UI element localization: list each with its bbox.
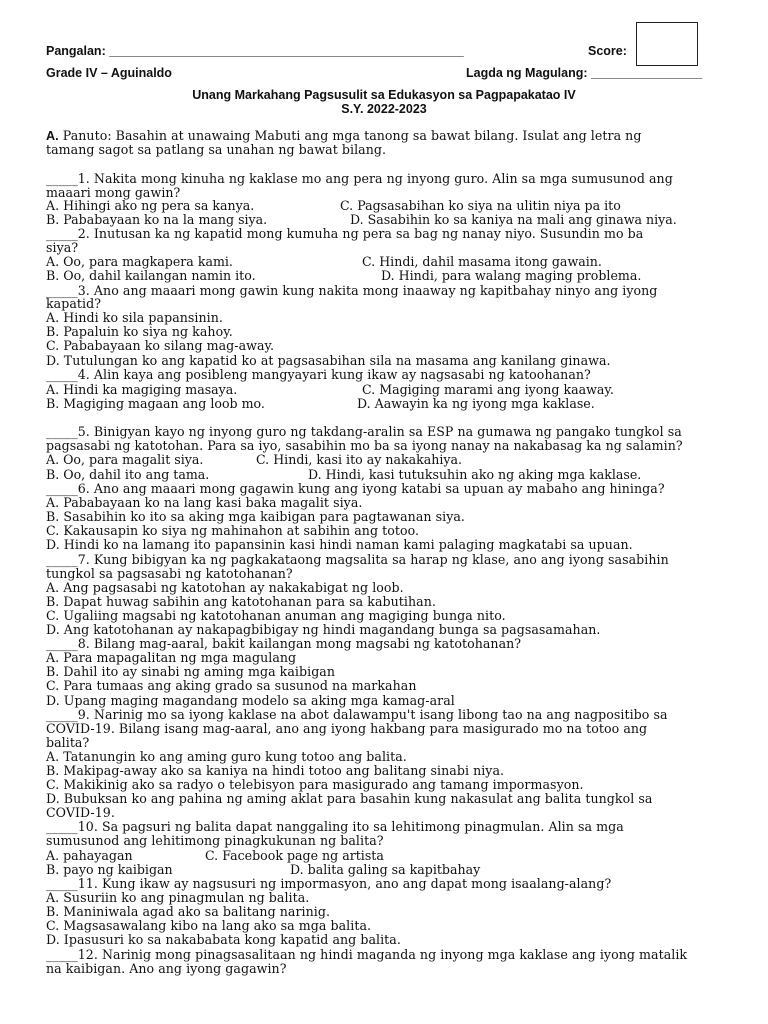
q2-choice-d: D. Hindi, para walang maging problema. — [381, 268, 642, 283]
question-10-cont: sumusunod ang lehitimong pinagkukunan ng balita? — [46, 833, 384, 848]
question-9-cont: COVID-19. Bilang isang mag-aaral, ano ang iyong hakbang para masigurado mo na totoo ang — [46, 721, 648, 736]
question-12-cont: na kaibigan. Ano ang iyong gagawin? — [46, 961, 287, 976]
q8-choice-d: D. Upang maging magandang modelo sa aking mga kamag-aral — [46, 693, 455, 708]
q8-choice-c: C. Para tumaas ang aking grado sa susunod na markahan — [46, 678, 417, 693]
question-8: _____8. Bilang mag-aaral, bakit kailangan mong magsabi ng katotohanan? — [46, 636, 522, 651]
exam-title: Unang Markahang Pagsusulit sa Edukasyon sa Pagpapakatao IV — [192, 88, 576, 102]
question-7-cont: tungkol sa pagsasabi ng katotohanan? — [46, 566, 293, 581]
q8-choice-a: A. Para mapagalitan ng mga magulang — [46, 650, 297, 665]
q10-choice-a: A. pahayagan — [46, 848, 133, 863]
q3-choice-b: B. Papaluin ko siya ng kahoy. — [46, 324, 233, 339]
question-1: _____1. Nakita mong kinuha ng kaklase mo ang pera ng inyong guro. Alin sa mga sumusunod ang — [46, 171, 673, 186]
q6-choice-d: D. Hindi ko na lamang ito papansinin kasi hindi naman kami palaging magkatabi sa upuan. — [46, 537, 633, 552]
section-letter: A. — [46, 129, 59, 143]
q9-choice-d-cont: COVID-19. — [46, 805, 115, 820]
q11-choice-d: D. Ipasusuri ko sa nakababata kong kapatid ang balita. — [46, 932, 401, 947]
q1-choice-a: A. Hihingi ako ng pera sa kanya. — [46, 198, 255, 213]
q4-choice-a: A. Hindi ka magiging masaya. — [46, 382, 238, 397]
question-3-cont: kapatid? — [46, 296, 102, 311]
question-10: _____10. Sa pagsuri ng balita dapat nanggaling ito sa lehitimong pinagmulan. Alin sa mga — [46, 819, 624, 834]
q7-choice-d: D. Ang katotohanan ay nakapagbibigay ng hindi magandang bunga sa pagsasamahan. — [46, 622, 601, 637]
q5-choice-d: D. Hindi, kasi tutuksuhin ako ng aking mga kaklase. — [308, 467, 642, 482]
question-6: _____6. Ano ang maaari mong gagawin kung ang iyong katabi sa upuan ay mabaho ang hininga? — [46, 481, 665, 496]
q9-choice-d: D. Bubuksan ko ang pahina ng aming aklat para basahin kung nakasulat ang balita tungkol sa — [46, 791, 653, 806]
question-7: _____7. Kung bibigyan ka ng pagkakataong magsalita sa harap ng klase, ano ang iyong sasabihin — [46, 552, 669, 567]
q1-choice-c: C. Pagsasabihan ko siya na ulitin niya pa ito — [340, 198, 621, 213]
q3-choice-d: D. Tutulungan ko ang kapatid ko at pagsasabihan sila na masama ang kanilang ginawa. — [46, 353, 611, 368]
q6-choice-a: A. Pababayaan ko na lang kasi baka magalit siya. — [46, 495, 363, 510]
q10-choice-c: C. Facebook page ng artista — [205, 848, 384, 863]
q4-choice-b: B. Magiging magaan ang loob mo. — [46, 396, 265, 411]
question-9: _____9. Narinig mo sa iyong kaklase na abot dalawampu't isang libong tao na ang nagpositibo sa — [46, 707, 668, 722]
q9-choice-c: C. Makikinig ako sa radyo o telebisyon para masigurado ang tamang impormasyon. — [46, 777, 584, 792]
q2-choice-b: B. Oo, dahil kailangan namin ito. — [46, 268, 256, 283]
q9-choice-a: A. Tatanungin ko ang aming guro kung totoo ang balita. — [46, 749, 407, 764]
q3-choice-c: C. Pababayaan ko silang mag-away. — [46, 338, 275, 353]
q11-choice-a: A. Susuriin ko ang pinagmulan ng balita. — [46, 890, 310, 905]
question-1-cont: maaari mong gawin? — [46, 185, 181, 200]
q4-choice-c: C. Magiging marami ang iyong kaaway. — [362, 382, 614, 397]
question-3: _____3. Ano ang maaari mong gawin kung nakita mong inaaway ng kapitbahay ninyo ang iyong — [46, 283, 658, 298]
q7-choice-b: B. Dapat huwag sabihin ang katotohanan para sa kabutihan. — [46, 594, 436, 609]
question-5: _____5. Binigyan kayo ng inyong guro ng takdang-aralin sa ESP na gumawa ng pangako tungkol sa — [46, 424, 682, 439]
question-9-cont2: balita? — [46, 735, 90, 750]
question-2: _____2. Inutusan ka ng kapatid mong kumuha ng pera sa bag ng nanay niyo. Susundin mo ba — [46, 226, 644, 241]
q11-choice-b: B. Maniniwala agad ako sa balitang narinig. — [46, 904, 331, 919]
school-year: S.Y. 2022-2023 — [341, 102, 427, 116]
q2-choice-a: A. Oo, para magkapera kami. — [46, 254, 233, 269]
question-5-cont: pagsasabi ng katotohan. Para sa iyo, sasabihin mo ba sa iyong nanay na nakabasag ka ng salamin? — [46, 438, 683, 453]
parent-signature-field[interactable]: Lagda ng Magulang: ________________ — [466, 66, 703, 80]
q6-choice-b: B. Sasabihin ko ito sa aking mga kaibigan para pagtawanan siya. — [46, 509, 465, 524]
q8-choice-b: B. Dahil ito ay sinabi ng aming mga kaibigan — [46, 664, 336, 679]
question-2-cont: siya? — [46, 240, 79, 255]
q6-choice-c: C. Kakausapin ko siya ng mahinahon at sabihin ang totoo. — [46, 523, 420, 538]
q1-choice-b: B. Pababayaan ko na la mang siya. — [46, 212, 268, 227]
q9-choice-b: B. Makipag-away ako sa kaniya na hindi totoo ang balitang sinabi niya. — [46, 763, 505, 778]
name-field-label[interactable]: Pangalan: ___________________________________________________ — [46, 44, 464, 58]
question-11: _____11. Kung ikaw ay nagsusuri ng impormasyon, ano ang dapat mong isaalang-alang? — [46, 876, 612, 891]
instructions-line: tamang sagot sa patlang sa unahan ng bawat bilang. — [46, 142, 387, 157]
q7-choice-c: C. Ugaliing magsabi ng katotohanan anuman ang magiging bunga nito. — [46, 608, 506, 623]
instructions — [46, 129, 641, 143]
q4-choice-d: D. Aawayin ka ng iyong mga kaklase. — [357, 396, 595, 411]
q3-choice-a: A. Hindi ko sila papansinin. — [46, 310, 223, 325]
instructions-line: Panuto: Basahin at unawaing Mabuti ang mga tanong sa bawat bilang. Isulat ang letra ng — [58, 128, 642, 143]
q10-choice-b: B. payo ng kaibigan — [46, 862, 173, 877]
q5-choice-c: C. Hindi, kasi ito ay nakakahiya. — [256, 452, 463, 467]
q10-choice-d: D. balita galing sa kapitbahay — [290, 862, 481, 877]
score-box[interactable] — [636, 22, 698, 66]
score-label: Score: — [588, 44, 627, 58]
question-4: _____4. Alin kaya ang posibleng mangyayari kung ikaw ay nagsasabi ng katoohanan? — [46, 367, 591, 382]
grade-section: Grade IV – Aguinaldo — [46, 66, 172, 80]
question-12: _____12. Narinig mong pinagsasalitaan ng hindi maganda ng inyong mga kaklase ang iyong matalik — [46, 947, 688, 962]
q7-choice-a: A. Ang pagsasabi ng katotohan ay nakakabigat ng loob. — [46, 580, 404, 595]
q1-choice-d: D. Sasabihin ko sa kaniya na mali ang ginawa niya. — [350, 212, 677, 227]
q5-choice-a: A. Oo, para magalit siya. — [46, 452, 204, 467]
q2-choice-c: C. Hindi, dahil masama itong gawain. — [362, 254, 602, 269]
q5-choice-b: B. Oo, dahil ito ang tama. — [46, 467, 210, 482]
q11-choice-c: C. Magsasawalang kibo na lang ako sa mga balita. — [46, 918, 372, 933]
